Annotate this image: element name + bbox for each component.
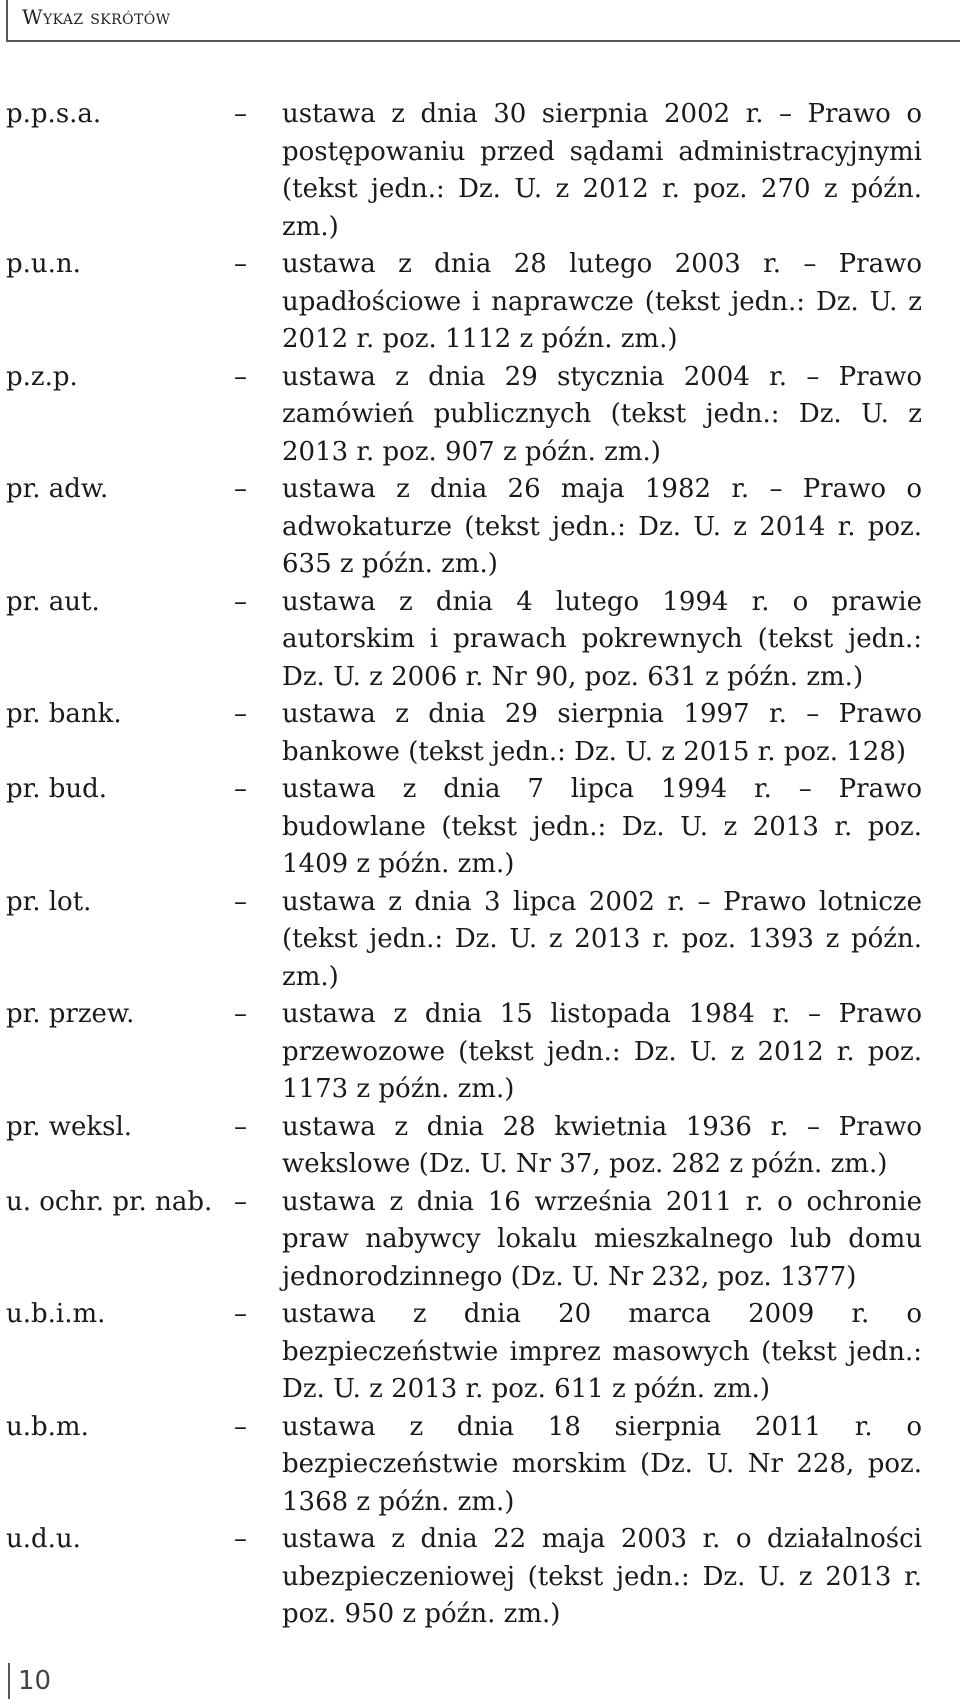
abbreviation-entry <box>6 996 960 1109</box>
abbreviation-definition: ustawa z dnia 20 marca 2009 r. o bezpieczeństwie imprez masowych (tekst jedn.: Dz. U. z 2013 r. poz. 611 z późn. zm.) <box>282 1299 922 1404</box>
entry-dash: – <box>234 1186 247 1217</box>
abbreviation-entry <box>6 884 960 997</box>
abbreviation-entry <box>6 1109 960 1184</box>
abbreviation: u.b.i.m. <box>6 1299 106 1329</box>
abbreviation-entry <box>6 771 960 884</box>
entry-dash: – <box>234 1111 247 1142</box>
abbreviation-definition: ustawa z dnia 26 maja 1982 r. – Prawo o adwokaturze (tekst jedn.: Dz. U. z 2014 r. poz. 635 z późn. zm.) <box>282 474 922 579</box>
abbreviation: p.u.n. <box>6 249 81 279</box>
entry-dash: – <box>234 586 247 617</box>
entry-dash: – <box>234 361 247 392</box>
abbreviation-entry <box>6 246 960 359</box>
abbreviation-entry <box>6 359 960 472</box>
abbreviation-entry <box>6 471 960 584</box>
abbreviation-definition: ustawa z dnia 3 lipca 2002 r. – Prawo lotnicze (tekst jedn.: Dz. U. z 2013 r. poz. 1393 z późn. zm.) <box>282 886 922 992</box>
abbreviation: u.d.u. <box>6 1524 81 1554</box>
header-title: Wykaz skrótów <box>22 5 171 29</box>
entry-dash: – <box>234 99 247 129</box>
abbreviation-definition: ustawa z dnia 22 maja 2003 r. o działalności ubezpieczeniowej (tekst jedn.: Dz. U. z 2013 r. poz. 950 z późn. zm.) <box>282 1524 922 1629</box>
running-header <box>6 0 960 42</box>
abbreviation: pr. bank. <box>6 699 122 729</box>
abbreviation-entry <box>6 696 960 771</box>
abbreviation-entry <box>6 584 960 697</box>
entry-dash: – <box>234 699 247 729</box>
abbreviation-entry <box>6 1184 960 1297</box>
abbreviation-definition: ustawa z dnia 7 lipca 1994 r. – Prawo budowlane (tekst jedn.: Dz. U. z 2013 r. poz. 1409 z późn. zm.) <box>282 774 922 879</box>
abbreviation-definition: ustawa z dnia 28 lutego 2003 r. – Prawo upadłościowe i naprawcze (tekst jedn.: Dz. U. z 2012 r. poz. 1112 z późn. zm.) <box>282 249 922 354</box>
entry-dash: – <box>234 1299 247 1329</box>
abbreviation-definition: ustawa z dnia 18 sierpnia 2011 r. o bezpieczeństwie morskim (Dz. U. Nr 228, poz. 1368 z późn. zm.) <box>282 1411 922 1517</box>
abbreviation: pr. bud. <box>6 774 108 804</box>
abbreviation-definition: ustawa z dnia 30 sierpnia 2002 r. – Prawo o postępowaniu przed sądami administracyjnymi (tekst jedn.: Dz. U. z 2012 r. poz. 270 z późn. zm.) <box>282 99 922 242</box>
page-number-marker <box>8 1663 51 1699</box>
abbreviation-definition: ustawa z dnia 16 września 2011 r. o ochronie praw nabywcy lokalu mieszkalnego lub domu jednorodzinnego (Dz. U. Nr 232, poz. 1377) <box>282 1186 922 1292</box>
abbreviation: u. ochr. pr. nab. <box>6 1186 213 1217</box>
abbreviation: pr. lot. <box>6 886 92 917</box>
abbreviation: pr. aut. <box>6 586 100 617</box>
abbreviation: u.b.m. <box>6 1411 89 1442</box>
abbreviation-definition: ustawa z dnia 28 kwietnia 1936 r. – Prawo wekslowe (Dz. U. Nr 37, poz. 282 z późn. zm.) <box>282 1111 922 1179</box>
entry-dash: – <box>234 474 247 504</box>
abbreviation: pr. przew. <box>6 999 135 1029</box>
abbreviation-definition: ustawa z dnia 29 stycznia 2004 r. – Prawo zamówień publicznych (tekst jedn.: Dz. U. z 2013 r. poz. 907 z późn. zm.) <box>282 361 922 467</box>
abbreviation-entry <box>6 1521 960 1634</box>
abbreviation-definition: ustawa z dnia 4 lutego 1994 r. o prawie autorskim i prawach pokrewnych (tekst jedn.: Dz. U. z 2006 r. Nr 90, poz. 631 z późn. zm.) <box>282 586 922 692</box>
page-number: 10 <box>18 1666 52 1696</box>
abbreviation: p.p.s.a. <box>6 99 102 129</box>
abbreviation: p.z.p. <box>6 361 78 392</box>
abbreviation-entry <box>6 1296 960 1409</box>
abbreviation: pr. adw. <box>6 474 109 504</box>
abbreviation-definition: ustawa z dnia 29 sierpnia 1997 r. – Prawo bankowe (tekst jedn.: Dz. U. z 2015 r. poz. 128) <box>282 699 922 767</box>
entry-dash: – <box>234 774 247 804</box>
entry-dash: – <box>234 999 247 1029</box>
entry-dash: – <box>234 1411 247 1442</box>
entry-dash: – <box>234 1524 247 1554</box>
abbreviation-definition: ustawa z dnia 15 listopada 1984 r. – Prawo przewozowe (tekst jedn.: Dz. U. z 2012 r. poz. 1173 z późn. zm.) <box>282 999 922 1104</box>
abbreviation: pr. weksl. <box>6 1111 133 1142</box>
abbreviation-entry <box>6 96 960 246</box>
entry-dash: – <box>234 886 247 917</box>
entry-dash: – <box>234 249 247 279</box>
abbreviation-entry <box>6 1409 960 1522</box>
abbreviations-list <box>6 96 960 1634</box>
